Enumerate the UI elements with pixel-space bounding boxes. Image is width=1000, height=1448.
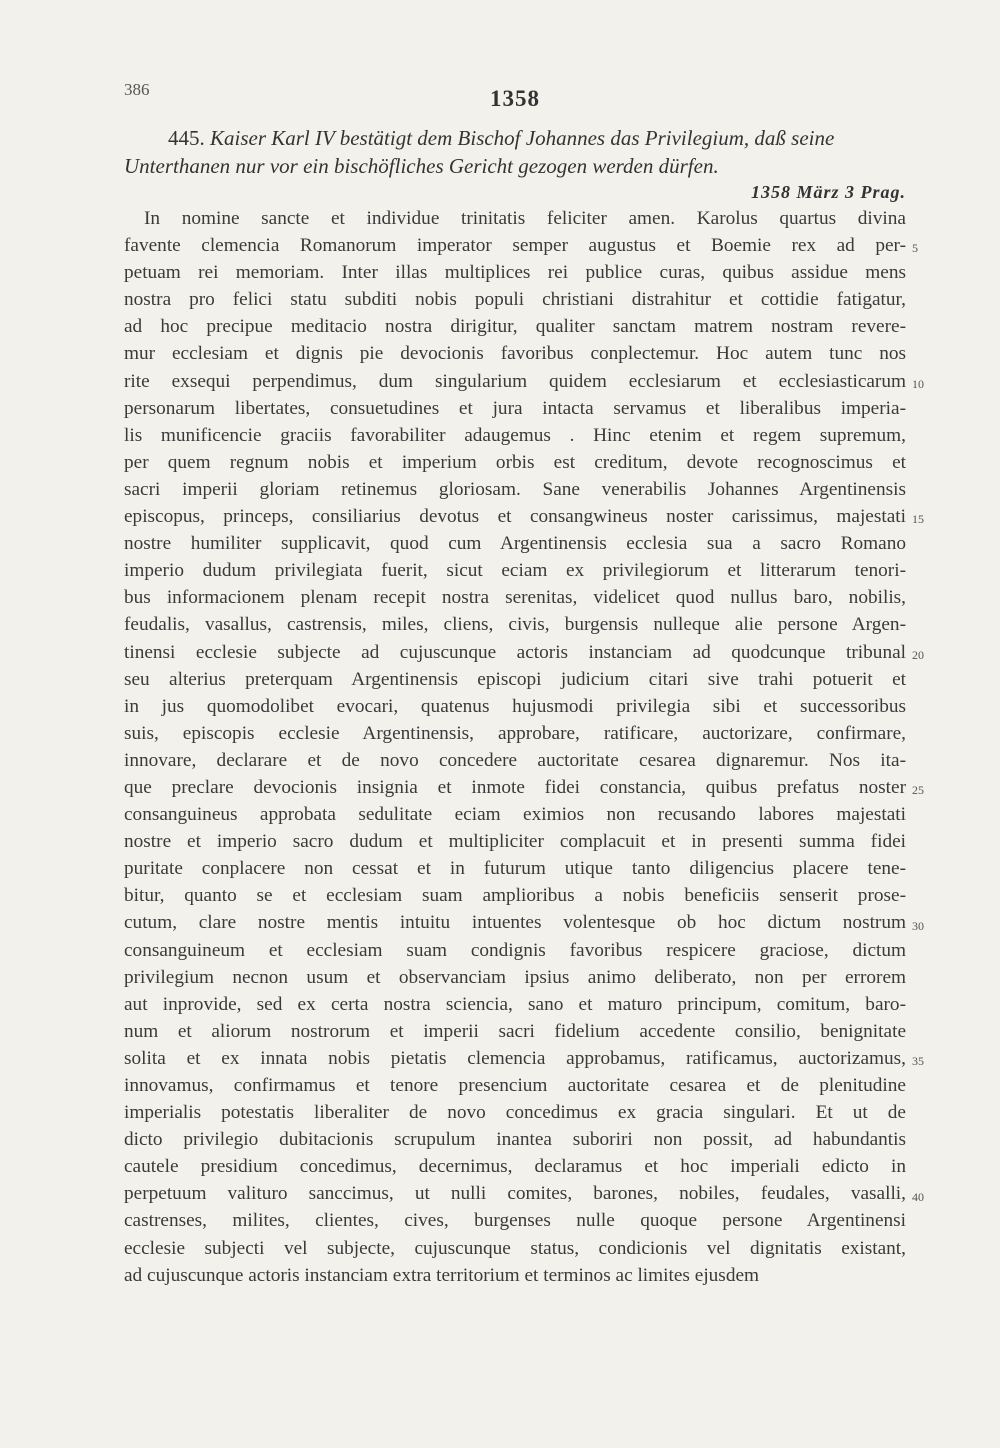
- text-line: imperio dudum privilegiata fuerit, sicut eciam ex privilegiorum et litterarum tenori-: [124, 560, 906, 582]
- text-line: personarum libertates, consuetudines et jura intacta servamus et liberalibus imperia-: [124, 397, 906, 419]
- text-line: nostra pro felici statu subditi nobis populi christiani distrahitur et cottidie fatigatur,: [124, 289, 906, 311]
- text-line: puritate conplacere non cessat et in futurum utique tanto diligencius placere tene-: [124, 858, 906, 880]
- text-line: sacri imperii gloriam retinemus gloriosam. Sane venerabilis Johannes Argentinensis: [124, 478, 906, 500]
- text-line: cutum, clare nostre mentis intuitu intuentes volentesque ob hoc dictum nostrum: [124, 912, 906, 934]
- text-line: per quem regnum nobis et imperium orbis est creditum, devote recognoscimus et: [124, 451, 906, 473]
- text-line: episcopus, princeps, consiliarius devotus et consangwineus noster carissimus, majestati: [124, 506, 906, 528]
- text-line: lis munificencie graciis favorabiliter adaugemus . Hinc etenim et regem supremum,: [124, 424, 906, 446]
- dateline: 1358 März 3 Prag.: [750, 182, 906, 202]
- document-number: 445.: [168, 126, 205, 150]
- page-number: 386: [124, 80, 150, 99]
- text-line: mur ecclesiam et dignis pie devocionis favoribus conplectemur. Hoc autem tunc nos: [124, 343, 906, 365]
- document-body: [124, 205, 906, 1289]
- text-line: in jus quomodolibet evocari, quatenus hujusmodi privilegia sibi et successoribus: [124, 695, 906, 717]
- text-line: seu alterius preterquam Argentinensis episcopi judicium citari sive trahi potuerit et: [124, 668, 906, 690]
- text-line: dicto privilegio dubitacionis scrupulum inantea suboriri non possit, ad habundantis: [124, 1129, 906, 1151]
- text-line: innovamus, confirmamus et tenore presencium auctoritate cesarea et de plenitudine: [124, 1075, 906, 1096]
- text-line: consanguineum et ecclesiam suam condignis favoribus respicere graciose, dictum: [124, 939, 906, 961]
- margin-line-number: 20: [912, 647, 924, 662]
- text-line: privilegium necnon usum et observanciam ipsius animo deliberato, non per errorem: [124, 966, 906, 988]
- text-line: rite exsequi perpendimus, dum singularium quidem ecclesiarum et ecclesiasticarum: [124, 370, 906, 392]
- text-line: suis, episcopis ecclesie Argentinensis, approbare, ratificare, auctorizare, confirmare,: [124, 722, 906, 744]
- text-line: innovare, declarare et de novo concedere auctoritate cesarea dignaremur. Nos ita-: [124, 749, 906, 771]
- text-line: solita et ex innata nobis pietatis clemencia approbamus, ratificamus, auctorizamus,: [124, 1047, 906, 1069]
- running-head-year: 1358: [490, 86, 540, 111]
- text-line: petuam rei memoriam. Inter illas multiplices rei publice curas, quibus assidue mens: [124, 262, 906, 284]
- margin-line-number: 25: [912, 783, 924, 798]
- text-line: bus informacionem plenam recepit nostra serenitas, videlicet quod nullus baro, nobilis,: [124, 587, 906, 609]
- text-line: In nomine sancte et individue trinitatis feliciter amen. Karolus quartus divina: [144, 208, 906, 229]
- text-line: ad hoc precipue meditacio nostra dirigitur, qualiter sanctam matrem nostram revere-: [124, 316, 906, 338]
- margin-line-number: 35: [912, 1054, 924, 1069]
- text-line: aut inprovide, sed ex certa nostra sciencia, sano et maturo principum, comitum, baro-: [124, 993, 906, 1015]
- text-line: bitur, quanto se et ecclesiam suam amplioribus a nobis beneficiis senserit prose-: [124, 885, 906, 907]
- text-line: castrenses, milites, clientes, cives, burgenses nulle quoque persone Argentinensi: [124, 1210, 906, 1232]
- text-line: ad cujuscunque actoris instanciam extra territorium et terminos ac limites ejusdem: [124, 1264, 760, 1286]
- text-line: consanguineus approbata sedulitate eciam eximios non recusando labores majestati: [124, 804, 906, 826]
- text-line: feudalis, vasallus, castrensis, miles, cliens, civis, burgensis nulleque alie persone Argen-: [124, 614, 906, 636]
- document-heading: [124, 124, 906, 180]
- text-line: perpetuum valituro sanccimus, ut nulli comites, barones, nobiles, feudales, vasalli,: [124, 1183, 906, 1205]
- text-line: nostre humiliter supplicavit, quod cum Argentinensis ecclesia sua a sacro Romano: [124, 533, 906, 555]
- text-line: imperialis potestatis liberaliter de novo concedimus ex gracia singulari. Et ut de: [124, 1102, 906, 1124]
- margin-line-number: 5: [912, 241, 918, 256]
- text-line: favente clemencia Romanorum imperator semper augustus et Boemie rex ad per-: [124, 235, 906, 257]
- margin-line-number: 15: [912, 512, 924, 527]
- document-title: Kaiser Karl IV bestätigt dem Bischof Johannes das Privilegium, daß seine Unterthanen nur vor ein bischöfliches Gericht gezogen werden dürfen.: [124, 126, 835, 178]
- margin-line-number: 30: [912, 918, 924, 933]
- text-line: cautele presidium concedimus, decernimus, declaramus et hoc imperiali edicto in: [124, 1156, 906, 1178]
- text-line: num et aliorum nostrorum et imperii sacri fidelium accedente consilio, benignitate: [124, 1020, 906, 1042]
- text-line: tinensi ecclesie subjecte ad cujuscunque actoris instanciam ad quodcunque tribunal: [124, 641, 906, 663]
- text-line: nostre et imperio sacro dudum et multipliciter complacuit et in presenti summa fidei: [124, 831, 906, 853]
- text-line: ecclesie subjecti vel subjecte, cujuscunque status, condicionis vel dignitatis existant,: [124, 1237, 906, 1259]
- margin-line-number: 40: [912, 1189, 924, 1204]
- text-line: que preclare devocionis insignia et inmote fidei constancia, quibus prefatus noster: [124, 776, 906, 798]
- margin-line-number: 10: [912, 376, 924, 391]
